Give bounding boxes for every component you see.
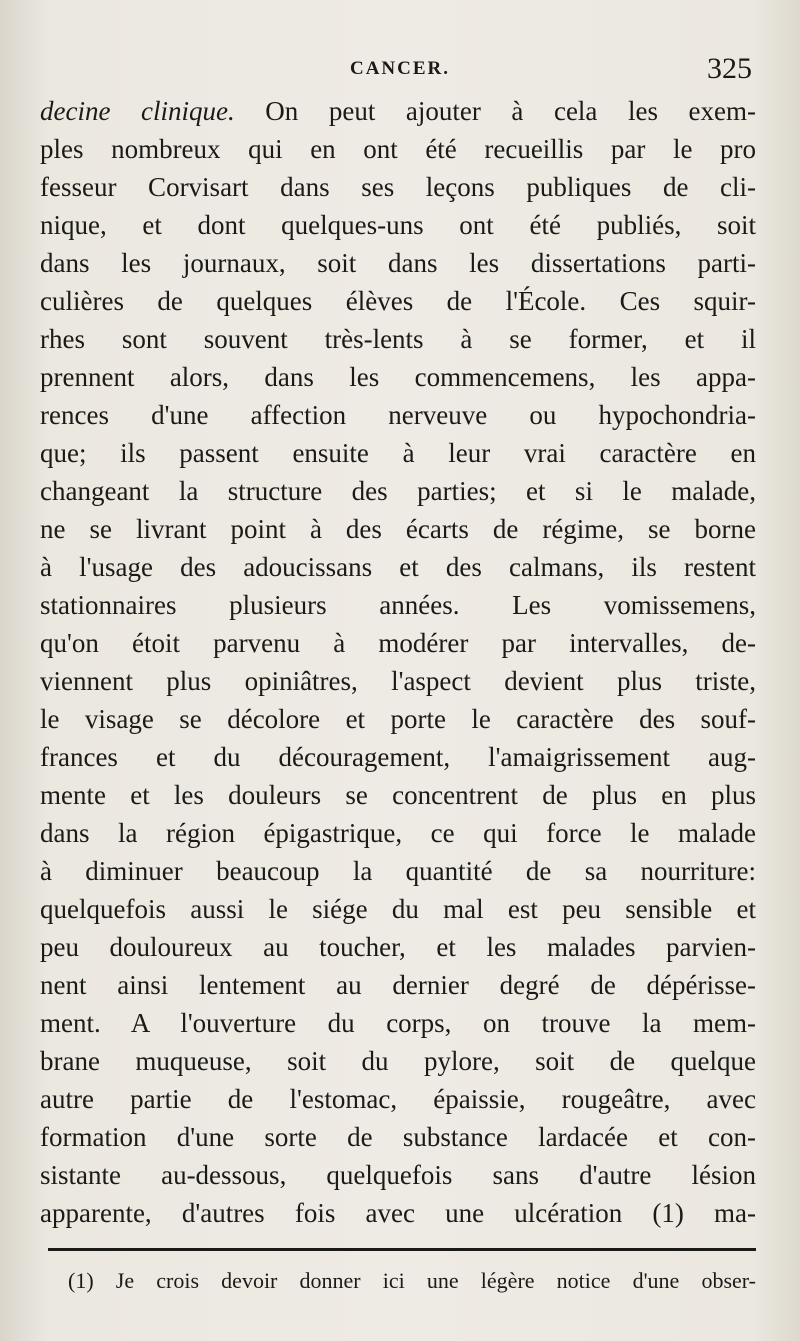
body-text: [40, 92, 756, 1232]
text-line: stationnaires plusieurs années. Les vomissemens,: [40, 590, 756, 620]
text-line: fesseur Corvisart dans ses leçons publiques de cli-: [40, 172, 756, 202]
text-line: [40, 92, 756, 130]
text-line: dans la région épigastrique, ce qui force le malade: [40, 818, 756, 848]
text-line: apparente, d'autres fois avec une ulcération (1) ma-: [40, 1198, 756, 1228]
text-line: frances et du découragement, l'amaigrissement aug-: [40, 742, 756, 772]
text-line: ples nombreux qui en ont été recueillis par le pro: [40, 134, 756, 164]
text-line: le visage se décolore et porte le caractère des souf-: [40, 704, 756, 734]
running-title: CANCER.: [349, 58, 451, 79]
text-line: à l'usage des adoucissans et des calmans, ils restent: [40, 552, 756, 582]
text-line: sistante au-dessous, quelquefois sans d'autre lésion: [40, 1160, 756, 1190]
text-line: changeant la structure des parties; et si le malade,: [40, 476, 756, 506]
italic-phrase: decine clinique.: [40, 96, 235, 126]
text-line: à diminuer beaucoup la quantité de sa nourriture:: [40, 856, 756, 886]
text-line: brane muqueuse, soit du pylore, soit de quelque: [40, 1046, 756, 1076]
text-line: prennent alors, dans les commencemens, les appa-: [40, 362, 756, 392]
text-line: culières de quelques élèves de l'École. Ces squir-: [40, 286, 756, 316]
text-line: ne se livrant point à des écarts de régime, se borne: [40, 514, 756, 544]
text-line: rences d'une affection nerveuve ou hypochondria-: [40, 400, 756, 430]
line-rest: On peut ajouter à cela les exem-: [265, 96, 756, 126]
footnote-rule: [48, 1248, 756, 1251]
text-line: qu'on étoit parvenu à modérer par intervalles, de-: [40, 628, 756, 658]
text-line: rhes sont souvent très-lents à se former, et il: [40, 324, 756, 354]
text-line: mente et les douleurs se concentrent de plus en plus: [40, 780, 756, 810]
text-line: formation d'une sorte de substance lardacée et con-: [40, 1122, 756, 1152]
text-line: que; ils passent ensuite à leur vrai caractère en: [40, 438, 756, 468]
text-line: peu douloureux au toucher, et les malades parvien-: [40, 932, 756, 962]
footnote: (1) Je crois devoir donner ici une légère notice d'une obser-: [68, 1268, 756, 1293]
text-line: dans les journaux, soit dans les dissertations parti-: [40, 248, 756, 278]
text-line: ment. A l'ouverture du corps, on trouve la mem-: [40, 1008, 756, 1038]
text-line: nent ainsi lentement au dernier degré de dépérisse-: [40, 970, 756, 1000]
text-line: viennent plus opiniâtres, l'aspect devient plus triste,: [40, 666, 756, 696]
running-head: [0, 52, 800, 92]
text-line: nique, et dont quelques-uns ont été publiés, soit: [40, 210, 756, 240]
text-line: quelquefois aussi le siége du mal est peu sensible et: [40, 894, 756, 924]
text-line: autre partie de l'estomac, épaissie, rougeâtre, avec: [40, 1084, 756, 1114]
page-number: 325: [707, 52, 752, 85]
